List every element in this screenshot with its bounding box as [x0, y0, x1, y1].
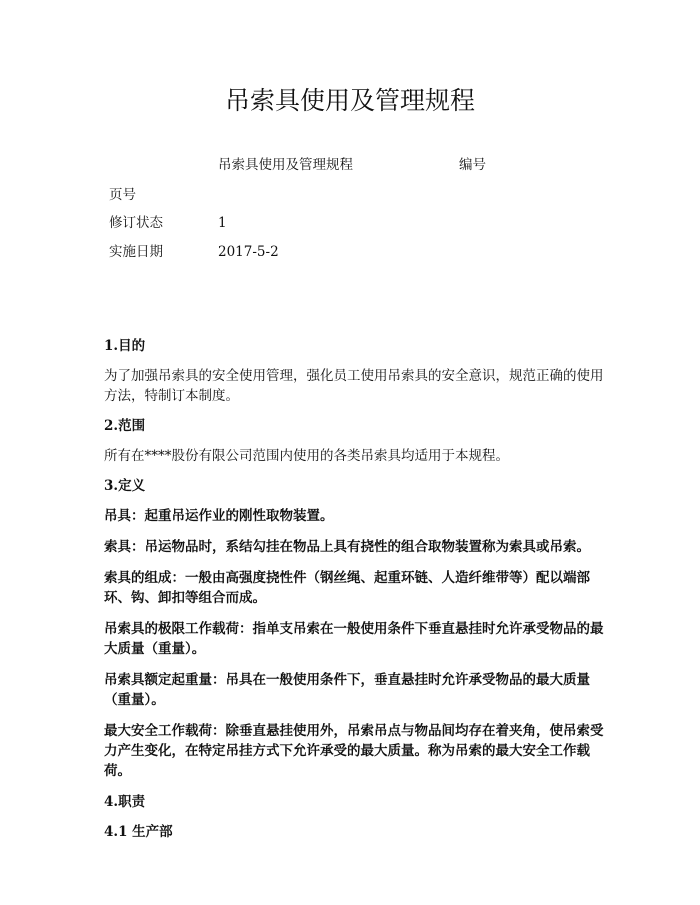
purpose-text: 为了加强吊索具的安全使用管理，强化员工使用吊索具的安全意识，规范正确的使用方法，特制订本制度。	[104, 368, 604, 404]
purpose-heading: 1.目的	[104, 338, 146, 354]
definition-heading: 3.定义	[104, 478, 146, 494]
duty-heading: 4.职责	[104, 794, 146, 810]
definition-item: 索具：吊运物品时，系结勾挂在物品上具有挠性的组合取物装置称为索具或吊索。	[104, 539, 590, 555]
definition-item: 索具的组成：一般由高强度挠性件（钢丝绳、起重环链、人造纤维带等）配以端部环、钩、卸扣等组合而成。	[104, 570, 590, 606]
duty-sub-heading: 4.1 生产部	[104, 824, 173, 840]
document-title: 吊索具使用及管理规程	[224, 86, 475, 115]
effective-date-value: 2017-5-2	[218, 244, 279, 260]
scope-text: 所有在****股份有限公司范围内使用的各类吊索具均适用于本规程。	[104, 448, 509, 464]
number-label: 编号	[459, 157, 486, 173]
header-doc-name: 吊索具使用及管理规程	[218, 157, 353, 173]
definition-item: 最大安全工作载荷：除垂直悬挂使用外，吊索吊点与物品间均存在着夹角，使吊索受力产生变化，在特定吊挂方式下允许承受的最大质量。称为吊索的最大安全工作载荷。	[104, 723, 604, 779]
revision-label: 修订状态	[109, 215, 163, 231]
page-number-label: 页号	[109, 187, 136, 203]
definition-item: 吊索具额定起重量：吊具在一般使用条件下，垂直悬挂时允许承受物品的最大质量（重量）。	[104, 672, 590, 708]
effective-date-label: 实施日期	[109, 244, 163, 260]
document-body	[104, 336, 604, 852]
revision-value: 1	[218, 215, 227, 231]
scope-heading: 2.范围	[104, 418, 146, 434]
definition-item: 吊具：起重吊运作业的刚性取物装置。	[104, 508, 334, 524]
definition-item: 吊索具的极限工作载荷：指单支吊索在一般使用条件下垂直悬挂时允许承受物品的最大质量（重量）。	[104, 621, 604, 657]
